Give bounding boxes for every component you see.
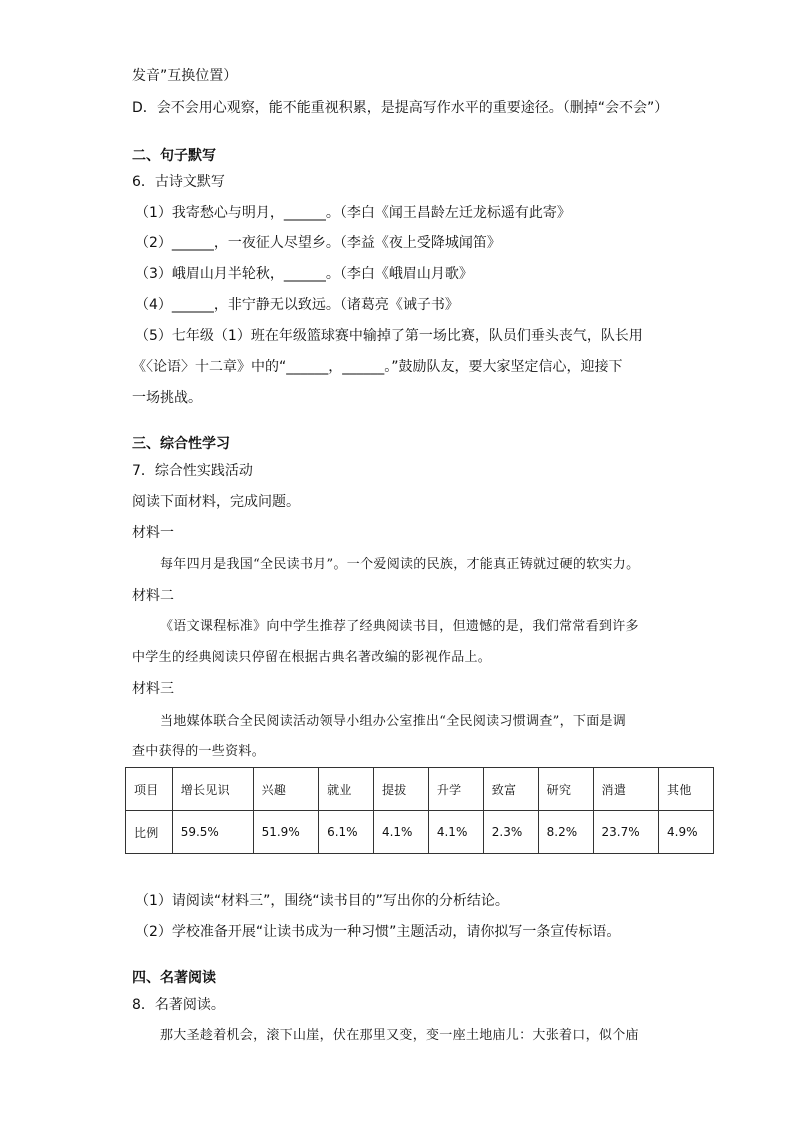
- table-cell: 致富: [483, 768, 538, 811]
- section-heading-2: 二、句子默写: [132, 148, 216, 164]
- table-cell: 提拔: [373, 768, 428, 811]
- text-line: 发音”互换位置）: [132, 68, 238, 84]
- table-cell: 59.5%: [172, 811, 253, 854]
- table-cell: 升学: [428, 768, 483, 811]
- table-row: [126, 768, 714, 811]
- table-cell: 比例: [126, 811, 173, 854]
- question-6-item-2: （2）______，一夜征人尽望乡。（李益《夜上受降城闻笛》: [135, 235, 501, 251]
- table-cell: 项目: [126, 768, 173, 811]
- question-6-item-4: （4）______，非宁静无以致远。（诸葛亮《诫子书》: [135, 297, 459, 313]
- question-6-item-5-line-3: 一场挑战。: [132, 390, 202, 406]
- reading-survey-table: [125, 767, 714, 854]
- table-cell: 增长见识: [172, 768, 253, 811]
- table-cell: 其他: [659, 768, 714, 811]
- question-7-item-2: （2）学校准备开展“让读书成为一种习惯”主题活动，请你拟写一条宣传标语。: [135, 924, 621, 940]
- table-cell: 消遣: [593, 768, 658, 811]
- table-cell: 就业: [319, 768, 374, 811]
- material-1-text: 每年四月是我国“全民读书月”。一个爱阅读的民族，才能真正铸就过硬的软实力。: [160, 557, 640, 572]
- question-7-title: 7．综合性实践活动: [132, 463, 253, 479]
- table-cell: 4.1%: [428, 811, 483, 854]
- table-cell: 8.2%: [538, 811, 593, 854]
- section-heading-3: 三、综合性学习: [132, 436, 230, 452]
- question-8-title: 8．名著阅读。: [132, 997, 225, 1013]
- material-3-title: 材料三: [132, 681, 174, 697]
- question-6-item-5-line-2: 《〈论语〉十二章》中的“______，______。”鼓励队友，要大家坚定信心，迎接下: [132, 359, 623, 375]
- question-6-item-5-line-1: （5）七年级（1）班在年级篮球赛中输掉了第一场比赛，队员们垂头丧气，队长用: [135, 328, 643, 344]
- table-row: [126, 811, 714, 854]
- material-1-title: 材料一: [132, 525, 174, 541]
- material-2-text-line-2: 中学生的经典阅读只停留在根据古典名著改编的影视作品上。: [132, 650, 492, 665]
- section-heading-4: 四、名著阅读: [132, 970, 216, 986]
- table-cell: 4.1%: [373, 811, 428, 854]
- material-3-text-line-2: 查中获得的一些资料。: [132, 744, 266, 759]
- table-cell: 6.1%: [319, 811, 374, 854]
- table-cell: 51.9%: [253, 811, 318, 854]
- option-d: D．会不会用心观察，能不能重视积累，是提高写作水平的重要途径。（删掉“会不会”）: [132, 100, 669, 116]
- question-7-item-1: （1）请阅读“材料三”，围绕“读书目的”写出你的分析结论。: [135, 893, 509, 909]
- question-8-passage: 那大圣趁着机会，滚下山崖，伏在那里又变，变一座土地庙儿：大张着口，似个庙: [160, 1028, 639, 1043]
- question-7-intro: 阅读下面材料，完成问题。: [132, 494, 300, 510]
- material-2-title: 材料二: [132, 588, 174, 604]
- table-cell: 2.3%: [483, 811, 538, 854]
- question-6-item-1: （1）我寄愁心与明月，______。（李白《闻王昌龄左迁龙标遥有此寄》: [135, 205, 571, 221]
- table-cell: 兴趣: [253, 768, 318, 811]
- question-6-title: 6．古诗文默写: [132, 174, 225, 190]
- question-6-item-3: （3）峨眉山月半轮秋，______。（李白《峨眉山月歌》: [135, 266, 473, 282]
- table-cell: 4.9%: [659, 811, 714, 854]
- table-cell: 23.7%: [593, 811, 658, 854]
- material-3-text-line-1: 当地媒体联合全民阅读活动领导小组办公室推出“全民阅读习惯调查”，下面是调: [160, 714, 627, 729]
- material-2-text-line-1: 《语文课程标准》向中学生推荐了经典阅读书目，但遗憾的是，我们常常看到许多: [160, 619, 639, 634]
- table-cell: 研究: [538, 768, 593, 811]
